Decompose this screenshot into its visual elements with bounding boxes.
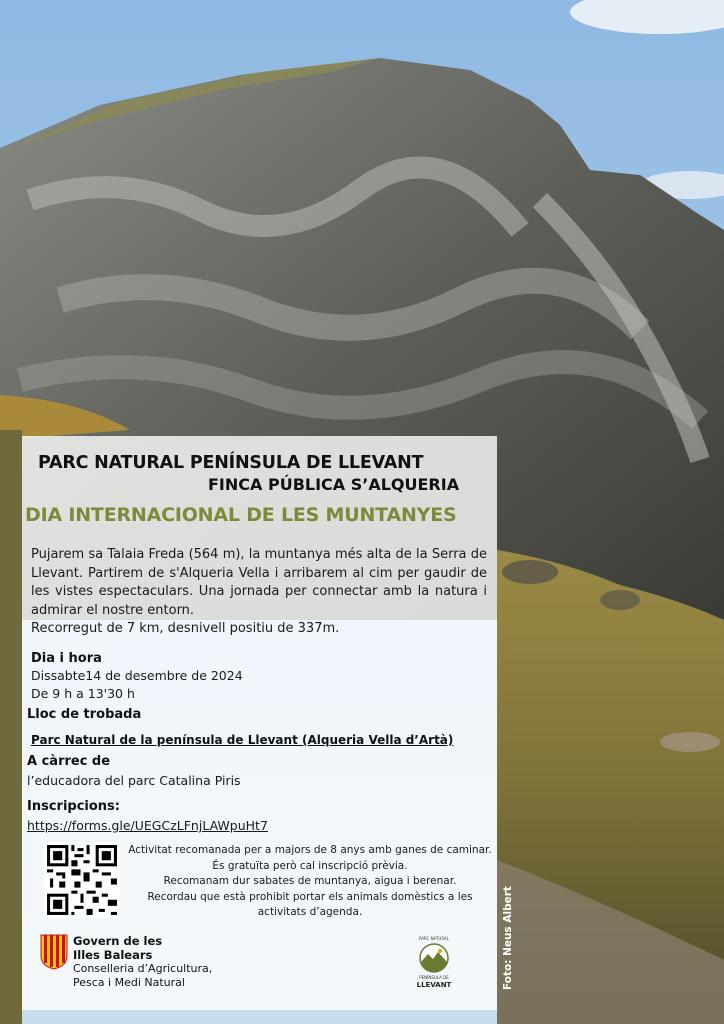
notes-block [128, 843, 492, 921]
time-value: De 9 h a 13'30 h [31, 686, 135, 701]
date-heading: Dia i hora [31, 651, 102, 666]
event-description [31, 546, 487, 639]
park-landscape-icon [419, 943, 449, 973]
photo-credit: Foto: Neus Albert [502, 886, 514, 990]
gov-line-1: Govern de les [73, 934, 163, 948]
park-logo-top: PARC NATURAL [419, 936, 449, 941]
park-logo [412, 936, 456, 1000]
note-line: activitats d’agenda. [257, 906, 363, 918]
gov-line-3: Conselleria d’Agricultura, [73, 962, 213, 975]
gov-line-4: Pesca i Medi Natural [73, 975, 185, 989]
meeting-heading: Lloc de trobada [27, 707, 142, 722]
park-logo-bottom: LLEVANT [416, 981, 452, 989]
qr-code-icon[interactable] [44, 842, 120, 918]
route-info: Recorregut de 7 km, desnivell positiu de 337m. [31, 621, 340, 636]
park-logo-middle: PENÍNSULA DE [419, 975, 449, 980]
signup-heading: Inscripcions: [27, 799, 120, 814]
note-line: És gratuïta però cal inscripció prèvia. [212, 859, 408, 872]
note-line: Activitat recomanada per a majors de 8 anys amb ganes de caminar. [128, 844, 492, 856]
event-title: DIA INTERNACIONAL DE LES MUNTANYES [25, 504, 457, 526]
meeting-place: Parc Natural de la península de Llevant (Alqueria Vella d’Artà) [31, 733, 454, 747]
balearic-shield-icon [40, 934, 68, 970]
park-title: PARC NATURAL PENÍNSULA DE LLEVANT [38, 453, 424, 473]
note-line: Recordau que està prohibit portar els animals domèstics a les [147, 890, 473, 903]
signup-link[interactable]: https://forms.gle/UEGCzLFnjLAWpuHt7 [27, 818, 268, 833]
note-line: Recomanam dur sabates de muntanya, aigua i berenar. [163, 875, 457, 887]
government-logo-text [73, 935, 212, 989]
date-value: Dissabte14 de desembre de 2024 [31, 668, 243, 683]
description-paragraph: Pujarem sa Talaia Freda (564 m), la muntanya més alta de la Serra de Llevant. Partirem de s'Alqueria Vella i arribarem al cim per gaudir de les vistes espectaculars. Una jornada per connectar amb la natura i admirar el nostre entorn. [31, 547, 487, 618]
gov-line-2: Illes Balears [73, 947, 153, 962]
guide-heading: A càrrec de [27, 754, 111, 769]
guide-value: l’educadora del parc Catalina Piris [27, 773, 241, 788]
finca-title: FINCA PÚBLICA S’ALQUERIA [208, 475, 460, 494]
